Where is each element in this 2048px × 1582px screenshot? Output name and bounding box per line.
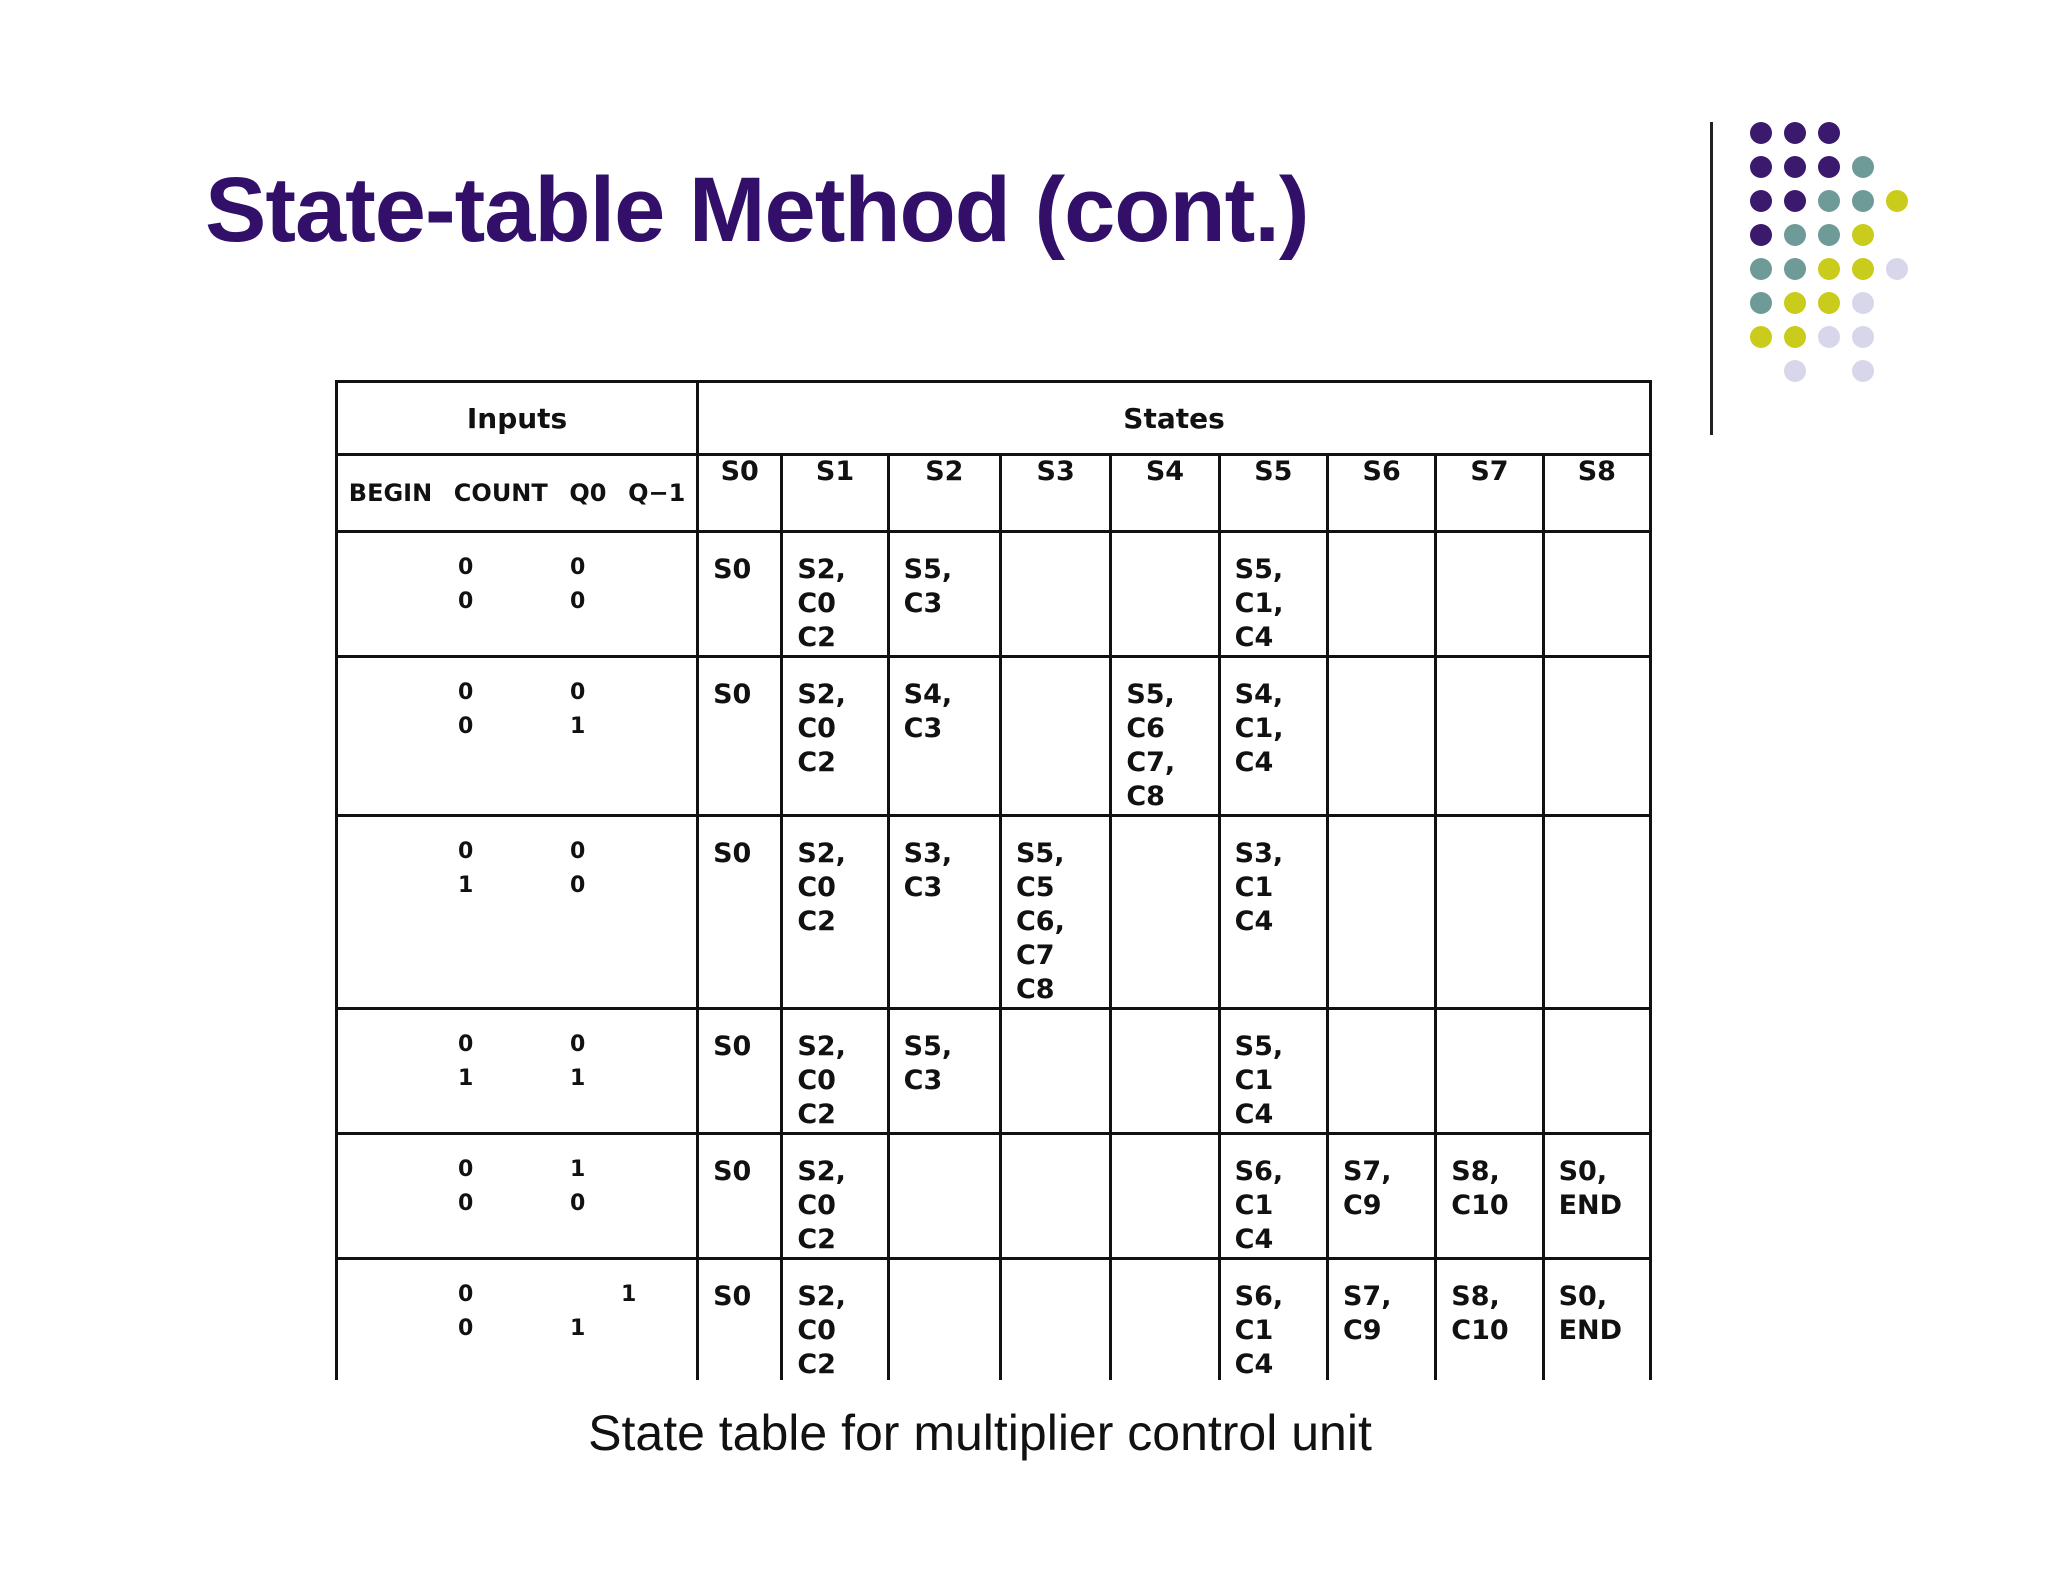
state-cell-s7 — [1436, 532, 1543, 657]
state-cell-s4 — [1111, 816, 1219, 1009]
state-cell-s5 — [1219, 532, 1327, 657]
decorative-dot — [1886, 258, 1908, 280]
state-cell-text: S3, C1 C4 — [1234, 838, 1284, 937]
state-cell-s0 — [698, 1134, 782, 1259]
state-cell-s2 — [888, 1134, 1000, 1259]
state-cell-s3 — [1000, 657, 1110, 816]
count-values: 0 1 — [458, 1032, 474, 1091]
state-cell-text: S6, C1 C4 — [1234, 1156, 1284, 1255]
count-values: 0 0 — [458, 1282, 474, 1341]
state-cell-text — [1545, 658, 1649, 678]
state-cell-s8 — [1543, 1259, 1650, 1381]
state-header-s1: S1 — [782, 455, 888, 532]
state-cell-s3 — [1000, 816, 1110, 1009]
decorative-dot — [1818, 326, 1840, 348]
state-cell-text — [1437, 817, 1541, 837]
state-cell-s5 — [1219, 657, 1327, 816]
state-cell-text — [890, 1260, 999, 1280]
state-cell-text — [1329, 533, 1434, 553]
state-cell-s2 — [888, 816, 1000, 1009]
state-cell-text — [1112, 1135, 1217, 1155]
state-cell-s1 — [782, 657, 888, 816]
q-minus-1-header: Q−1 — [628, 479, 686, 507]
decorative-dot — [1852, 360, 1874, 382]
state-cell-text: S2, C0 C2 — [797, 1031, 846, 1130]
state-cell-s0 — [698, 1009, 782, 1134]
state-cell-text: S0 — [713, 679, 752, 710]
table-row — [337, 816, 1651, 1009]
state-cell-text — [1002, 1010, 1109, 1030]
inputs-group-header: Inputs — [337, 382, 698, 455]
decorative-dot — [1750, 326, 1772, 348]
decorative-dot — [1784, 122, 1806, 144]
state-cell-s7 — [1436, 1259, 1543, 1381]
decorative-dot — [1852, 156, 1874, 178]
state-cell-text: S4, C3 — [903, 679, 953, 744]
state-cell-text: S3, C3 — [903, 838, 953, 903]
decorative-dot — [1818, 122, 1840, 144]
state-cell-s6 — [1327, 816, 1435, 1009]
state-cell-s6 — [1327, 1259, 1435, 1381]
decorative-dot — [1750, 190, 1772, 212]
state-cell-s0 — [698, 1259, 782, 1381]
decorative-dot — [1750, 224, 1772, 246]
count-values: 0 0 — [458, 680, 474, 739]
decorative-dot — [1852, 190, 1874, 212]
state-cell-text — [1545, 1010, 1649, 1030]
state-cell-s1 — [782, 1259, 888, 1381]
input-values-cell — [337, 816, 698, 1009]
state-cell-s2 — [888, 1259, 1000, 1381]
state-cell-s5 — [1219, 1134, 1327, 1259]
state-cell-text — [1002, 1260, 1109, 1280]
decorative-dot — [1886, 190, 1908, 212]
decorative-dot — [1852, 224, 1874, 246]
state-cell-s3 — [1000, 1134, 1110, 1259]
state-table-image — [335, 380, 1652, 1380]
state-cell-text: S0, END — [1558, 1281, 1623, 1346]
states-group-header: States — [698, 382, 1651, 455]
input-values-cell — [337, 1134, 698, 1259]
state-cell-text: S2, C0 C2 — [797, 838, 846, 937]
state-cell-s8 — [1543, 816, 1650, 1009]
state-cell-s8 — [1543, 532, 1650, 657]
decorative-dot — [1818, 224, 1840, 246]
state-cell-text: S0 — [713, 554, 752, 585]
state-header-s3: S3 — [1000, 455, 1110, 532]
state-cell-s1 — [782, 816, 888, 1009]
q0-values: 0 1 — [570, 1032, 586, 1091]
state-cell-s7 — [1436, 1009, 1543, 1134]
state-cell-text — [1112, 533, 1217, 553]
figure-caption: State table for multiplier control unit — [588, 1405, 1372, 1461]
count-header: COUNT — [453, 479, 548, 507]
q0-values: 0 1 — [570, 680, 586, 739]
input-values-cell — [337, 532, 698, 657]
decorative-dot — [1818, 292, 1840, 314]
decorative-dot — [1784, 258, 1806, 280]
state-cell-s7 — [1436, 657, 1543, 816]
state-cell-s0 — [698, 816, 782, 1009]
decorative-dot — [1784, 360, 1806, 382]
state-cell-text — [1002, 658, 1109, 678]
decorative-dot — [1750, 258, 1772, 280]
state-cell-text — [1112, 1010, 1217, 1030]
decorative-dot — [1750, 292, 1772, 314]
decorative-dot — [1852, 326, 1874, 348]
state-cell-text — [1545, 533, 1649, 553]
slide-title: State-table Method (cont.) — [205, 159, 1309, 261]
state-cell-text: S5, C3 — [903, 554, 953, 619]
state-cell-text — [1329, 1010, 1434, 1030]
state-cell-text — [1329, 817, 1434, 837]
state-cell-s6 — [1327, 532, 1435, 657]
state-header-s2: S2 — [888, 455, 1000, 532]
state-cell-text: S0 — [713, 1281, 752, 1312]
inputs-subheaders — [337, 455, 698, 532]
decorative-dot — [1784, 326, 1806, 348]
state-cell-text: S8, C10 — [1451, 1156, 1509, 1221]
state-cell-s2 — [888, 532, 1000, 657]
state-cell-text: S7, C9 — [1342, 1156, 1392, 1221]
state-cell-text: S2, C0 C2 — [797, 1281, 846, 1380]
decorative-dot — [1852, 258, 1874, 280]
state-cell-text — [1437, 533, 1541, 553]
state-cell-text: S5, C3 — [903, 1031, 953, 1096]
state-cell-text — [1112, 1260, 1217, 1280]
decorative-dot — [1784, 292, 1806, 314]
state-cell-text: S6, C1 C4 — [1234, 1281, 1284, 1380]
state-cell-text — [1329, 658, 1434, 678]
state-cell-s2 — [888, 657, 1000, 816]
state-cell-text: S5, C1, C4 — [1234, 554, 1284, 653]
state-cell-text — [890, 1135, 999, 1155]
state-cell-s4 — [1111, 532, 1219, 657]
decorative-dot — [1784, 190, 1806, 212]
state-header-s8: S8 — [1543, 455, 1650, 532]
decorative-divider — [1710, 122, 1713, 435]
q-minus-1-value: 1 — [621, 1282, 637, 1307]
state-header-s7: S7 — [1436, 455, 1543, 532]
state-cell-s7 — [1436, 1134, 1543, 1259]
state-cell-s4 — [1111, 1009, 1219, 1134]
state-cell-text: S2, C0 C2 — [797, 1156, 846, 1255]
count-values: 0 0 — [458, 555, 474, 614]
table-row — [337, 1134, 1651, 1259]
state-cell-text: S0 — [713, 838, 752, 869]
state-cell-s1 — [782, 1134, 888, 1259]
state-cell-s6 — [1327, 1134, 1435, 1259]
state-cell-s6 — [1327, 657, 1435, 816]
state-cell-text: S4, C1, C4 — [1234, 679, 1284, 778]
state-cell-s3 — [1000, 532, 1110, 657]
count-values: 0 0 — [458, 1157, 474, 1216]
state-header-s4: S4 — [1111, 455, 1219, 532]
state-table — [335, 380, 1652, 1380]
decorative-dot — [1784, 156, 1806, 178]
state-cell-s6 — [1327, 1009, 1435, 1134]
state-cell-s3 — [1000, 1009, 1110, 1134]
state-header-s0: S0 — [698, 455, 782, 532]
decorative-dot — [1852, 292, 1874, 314]
state-cell-text: S0, END — [1558, 1156, 1623, 1221]
state-cell-s4 — [1111, 1134, 1219, 1259]
state-cell-text — [1002, 1135, 1109, 1155]
state-cell-s1 — [782, 532, 888, 657]
state-cell-text — [1002, 533, 1109, 553]
decorative-dot — [1818, 258, 1840, 280]
state-cell-text — [1437, 658, 1541, 678]
state-cell-s1 — [782, 1009, 888, 1134]
decorative-dot — [1818, 190, 1840, 212]
table-row — [337, 657, 1651, 816]
state-cell-text: S8, C10 — [1451, 1281, 1509, 1346]
state-cell-text: S2, C0 C2 — [797, 554, 846, 653]
input-values-cell — [337, 657, 698, 816]
state-header-s6: S6 — [1327, 455, 1435, 532]
state-cell-s0 — [698, 532, 782, 657]
state-cell-s5 — [1219, 1009, 1327, 1134]
q0-values: 1 — [570, 1316, 586, 1341]
state-cell-s8 — [1543, 1134, 1650, 1259]
state-cell-text: S2, C0 C2 — [797, 679, 846, 778]
state-cell-s4 — [1111, 1259, 1219, 1381]
state-cell-s8 — [1543, 657, 1650, 816]
q0-header: Q0 — [569, 479, 607, 507]
state-cell-s5 — [1219, 816, 1327, 1009]
begin-header: BEGIN — [348, 479, 433, 507]
state-cell-text: S0 — [713, 1031, 752, 1062]
state-cell-text: S0 — [713, 1156, 752, 1187]
decorative-dot — [1750, 156, 1772, 178]
q0-values: 0 0 — [570, 839, 586, 898]
count-values: 0 1 — [458, 839, 474, 898]
state-cell-text — [1112, 817, 1217, 837]
state-cell-text — [1437, 1010, 1541, 1030]
table-row — [337, 1009, 1651, 1134]
state-cell-text: S7, C9 — [1342, 1281, 1392, 1346]
table-row — [337, 1259, 1651, 1381]
input-values-cell — [337, 1009, 698, 1134]
state-cell-text: S5, C1 C4 — [1234, 1031, 1284, 1130]
q0-values: 1 0 — [570, 1157, 586, 1216]
state-cell-text — [1545, 817, 1649, 837]
table-row — [337, 532, 1651, 657]
state-cell-s0 — [698, 657, 782, 816]
state-cell-s7 — [1436, 816, 1543, 1009]
state-cell-s3 — [1000, 1259, 1110, 1381]
state-cell-s5 — [1219, 1259, 1327, 1381]
state-cell-s8 — [1543, 1009, 1650, 1134]
decorative-dot — [1750, 122, 1772, 144]
state-cell-text: S5, C6 C7, C8 — [1126, 679, 1176, 812]
state-cell-s4 — [1111, 657, 1219, 816]
q0-values: 0 0 — [570, 555, 586, 614]
state-cell-text: S5, C5 C6, C7 C8 — [1015, 838, 1065, 1005]
decorative-dot — [1818, 156, 1840, 178]
state-cell-s2 — [888, 1009, 1000, 1134]
decorative-dot — [1784, 224, 1806, 246]
input-values-cell — [337, 1259, 698, 1381]
state-header-s5: S5 — [1219, 455, 1327, 532]
